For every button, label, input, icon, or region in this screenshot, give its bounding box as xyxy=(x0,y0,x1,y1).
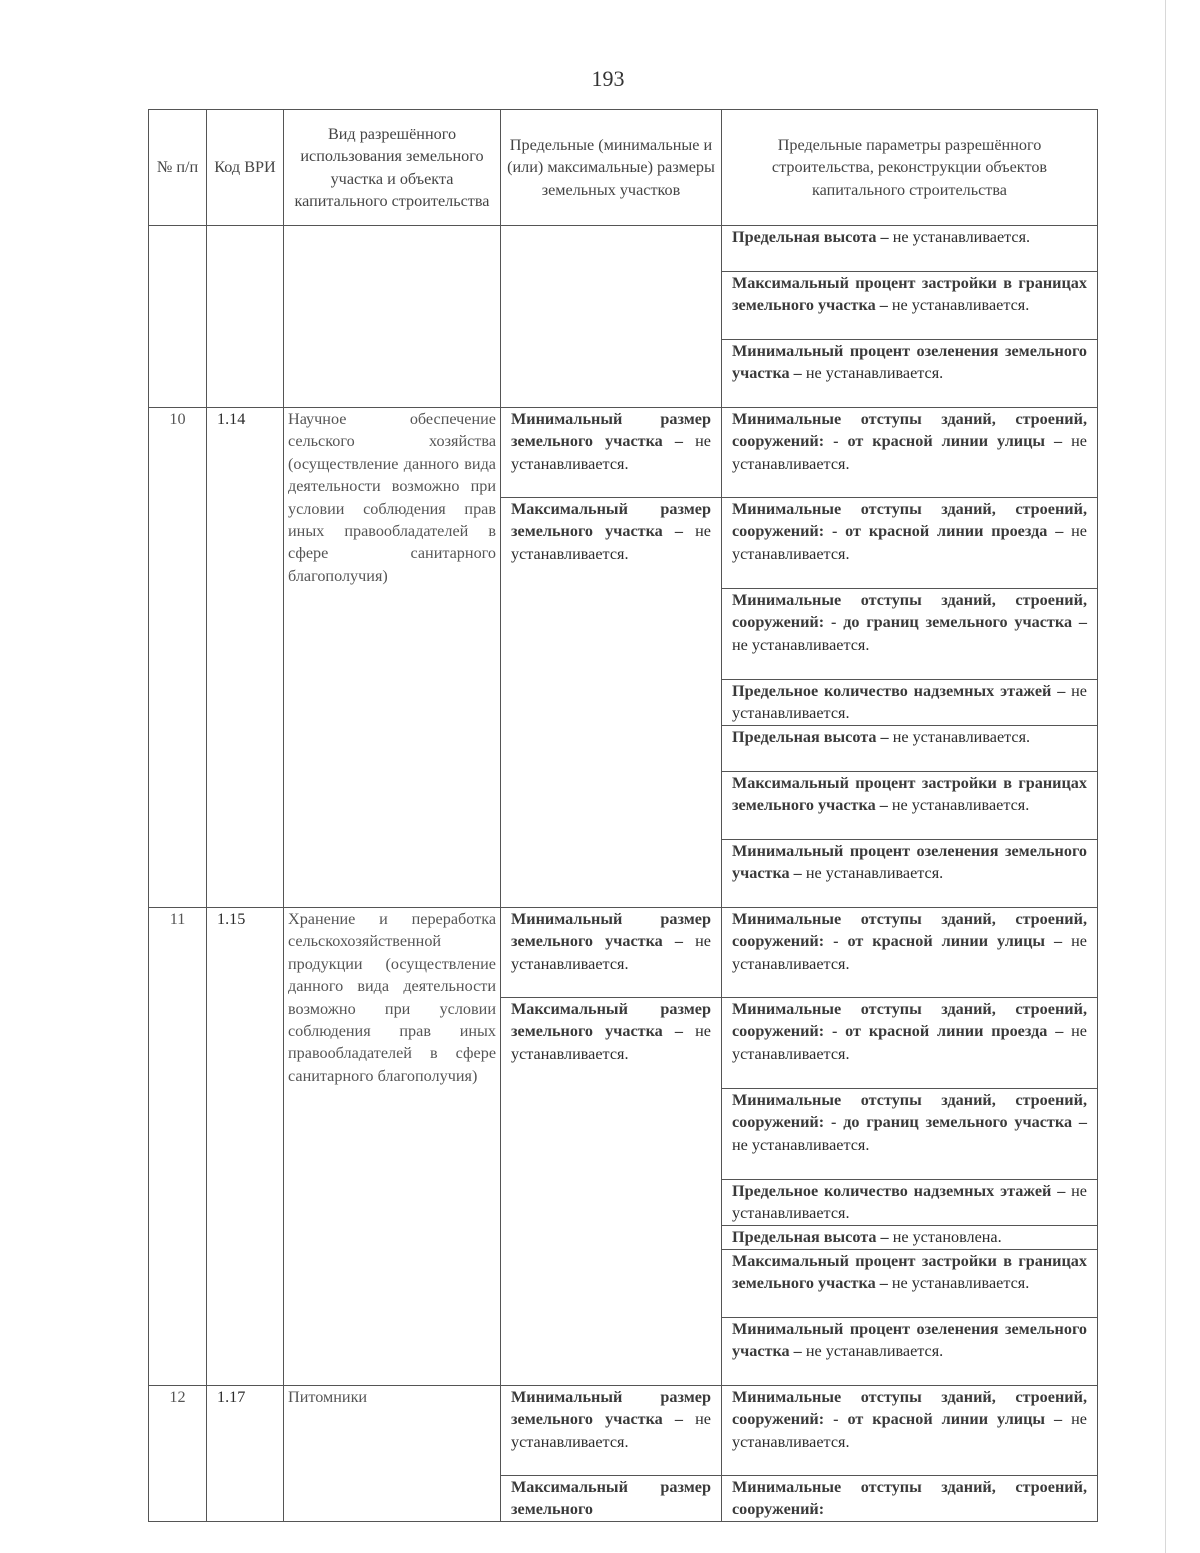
cell-num: 10 xyxy=(149,408,207,908)
param-block: Минимальные отступы зданий, строений, сооружений: - до границ земельного участка – не устанавливается. xyxy=(722,588,1097,679)
size-block: Максимальный размер земельного участка – не устанавливается. xyxy=(501,497,721,565)
cell-sizes xyxy=(501,1386,722,1522)
cell-params xyxy=(722,1386,1098,1522)
size-block: Максимальный размер земельного участка – не устанавливается. xyxy=(501,997,721,1065)
param-block: Максимальный процент застройки в границах земельного участка – не устанавливается. xyxy=(722,271,1097,339)
param-block: Предельное количество надземных этажей – не устанавливается. xyxy=(722,679,1097,725)
param-block: Минимальные отступы зданий, строений, сооружений: - от красной линии проезда – не устанавливается. xyxy=(722,497,1097,588)
table-header-row xyxy=(149,110,1098,226)
cell-num xyxy=(149,226,207,408)
cell-activity: Питомники xyxy=(284,1386,501,1522)
cell-code: 1.15 xyxy=(207,908,284,1386)
param-block: Минимальные отступы зданий, строений, сооружений: - от красной линии улицы – не устанавливается. xyxy=(732,910,1087,973)
size-block: Минимальный размер земельного участка – не устанавливается. xyxy=(511,410,711,473)
table-row-continuation xyxy=(149,226,1098,408)
table-row xyxy=(149,908,1098,1386)
param-block: Минимальный процент озеленения земельного участка – не устанавливается. xyxy=(722,1317,1097,1385)
cell-params xyxy=(722,408,1098,908)
size-block: Максимальный размер земельного xyxy=(501,1475,721,1521)
param-block: Предельная высота – не устанавливается. xyxy=(732,228,1031,246)
param-block: Предельная высота – не установлена. xyxy=(722,1225,1097,1249)
size-block: Минимальный размер земельного участка – не устанавливается. xyxy=(511,910,711,973)
table-row xyxy=(149,1386,1098,1522)
size-block: Минимальный размер земельного участка – не устанавливается. xyxy=(511,1388,711,1451)
param-block: Максимальный процент застройки в границах земельного участка – не устанавливается. xyxy=(722,1249,1097,1317)
param-block: Минимальные отступы зданий, строений, сооружений: - до границ земельного участка – не устанавливается. xyxy=(722,1088,1097,1179)
param-block: Предельная высота – не устанавливается. xyxy=(722,725,1097,771)
page-number: 193 xyxy=(591,66,625,91)
header-activity: Вид разрешённого использования земельного участка и объекта капитального строительства xyxy=(284,110,501,226)
param-block: Минимальные отступы зданий, строений, сооружений: - от красной линии улицы – не устанавливается. xyxy=(732,410,1087,473)
cell-activity: Научное обеспечение сельского хозяйства (осуществление данного вида деятельности возможно при условии соблюдения прав иных правообладателей в сфере санитарного благополучия) xyxy=(284,408,501,908)
table-row xyxy=(149,408,1098,908)
param-block: Минимальный процент озеленения земельного участка – не устанавливается. xyxy=(722,839,1097,907)
param-block: Предельное количество надземных этажей – не устанавливается. xyxy=(722,1179,1097,1225)
cell-activity xyxy=(284,226,501,408)
scan-margin-line xyxy=(1165,0,1166,1553)
cell-num: 12 xyxy=(149,1386,207,1522)
cell-params xyxy=(722,908,1098,1386)
regulations-table xyxy=(148,109,1098,1522)
cell-sizes xyxy=(501,226,722,408)
cell-activity: Хранение и переработка сельскохозяйственной продукции (осуществление данного вида деятельности возможно при условии соблюдения прав иных правообладателей в сфере санитарного благополучия) xyxy=(284,908,501,1386)
param-block: Минимальные отступы зданий, строений, сооружений: - от красной линии улицы – не устанавливается. xyxy=(732,1388,1087,1451)
param-block: Минимальный процент озеленения земельного участка – не устанавливается. xyxy=(722,339,1097,407)
header-num: № п/п xyxy=(149,110,207,226)
cell-code xyxy=(207,226,284,408)
cell-sizes xyxy=(501,408,722,908)
header-sizes: Предельные (минимальные и (или) максимальные) размеры земельных участков xyxy=(501,110,722,226)
cell-sizes xyxy=(501,908,722,1386)
cell-params xyxy=(722,226,1098,408)
param-block: Минимальные отступы зданий, строений, сооружений: xyxy=(722,1475,1097,1521)
cell-code: 1.14 xyxy=(207,408,284,908)
cell-num: 11 xyxy=(149,908,207,1386)
cell-code: 1.17 xyxy=(207,1386,284,1522)
param-block: Максимальный процент застройки в границах земельного участка – не устанавливается. xyxy=(722,771,1097,839)
header-code: Код ВРИ xyxy=(207,110,284,226)
header-params: Предельные параметры разрешённого строительства, реконструкции объектов капитального строительства xyxy=(722,110,1098,226)
param-block: Минимальные отступы зданий, строений, сооружений: - от красной линии проезда – не устанавливается. xyxy=(722,997,1097,1088)
